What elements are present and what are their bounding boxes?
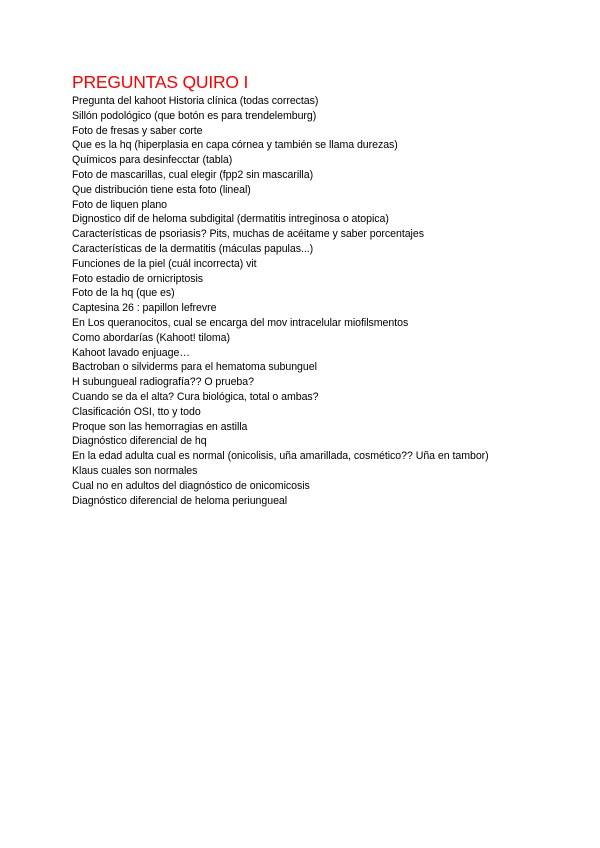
list-item: Características de la dermatitis (máculas papulas...) xyxy=(72,242,314,255)
list-item: Kahoot lavado enjuage… xyxy=(72,346,190,359)
list-item: H subungueal radiografía?? O prueba? xyxy=(72,376,254,389)
list-item: Dignostico dif de heloma subdigital (dermatitis intreginosa o atopica) xyxy=(72,213,389,226)
list-item: Foto de la hq (que es) xyxy=(72,287,175,300)
list-item: Foto de fresas y saber corte xyxy=(72,124,203,137)
list-item: Foto de liquen plano xyxy=(72,198,168,211)
list-item: Foto de mascarillas, cual elegir (fpp2 sin mascarilla) xyxy=(72,168,314,181)
list-item: Que distribución tiene esta foto (lineal) xyxy=(72,183,251,196)
document-title: PREGUNTAS QUIRO I xyxy=(72,72,249,92)
list-item: Klaus cuales son normales xyxy=(72,464,198,477)
list-item: Químicos para desinfecctar (tabla) xyxy=(72,154,233,167)
list-item: Cuando se da el alta? Cura biológica, total o ambas? xyxy=(72,390,319,403)
list-item: Que es la hq (hiperplasia en capa córnea y también se llama durezas) xyxy=(72,139,398,152)
list-item: Sillón podológico (que botón es para trendelemburg) xyxy=(72,109,317,122)
list-item: Características de psoriasis? Pits, muchas de acéitame y saber porcentajes xyxy=(72,228,424,241)
list-item: Diagnóstico diferencial de hq xyxy=(72,435,207,448)
list-item: Captesina 26 : papillon lefrevre xyxy=(72,302,217,315)
list-item: Funciones de la piel (cuál incorrecta) vit xyxy=(72,257,257,270)
list-item: Proque son las hemorragias en astilla xyxy=(72,420,248,433)
list-item: Clasificación OSI, tto y todo xyxy=(72,405,201,418)
list-item: Bactroban o silviderms para el hematoma subunguel xyxy=(72,361,317,374)
list-item: Como abordarías (Kahoot! tiloma) xyxy=(72,331,230,344)
list-item: En la edad adulta cual es normal (onicolisis, uña amarillada, cosmético?? Uña en tambor) xyxy=(72,450,489,463)
list-item: En Los queranocitos, cual se encarga del mov intracelular miofilsmentos xyxy=(72,316,409,329)
list-item: Pregunta del kahoot Historia clínica (todas correctas) xyxy=(72,95,319,107)
question-list xyxy=(72,94,572,508)
list-item: Diagnóstico diferencial de heloma periungueal xyxy=(72,494,288,507)
list-item: Cual no en adultos del diagnóstico de onicomicosis xyxy=(72,479,310,492)
list-item: Foto estadio de ornicriptosis xyxy=(72,272,204,285)
